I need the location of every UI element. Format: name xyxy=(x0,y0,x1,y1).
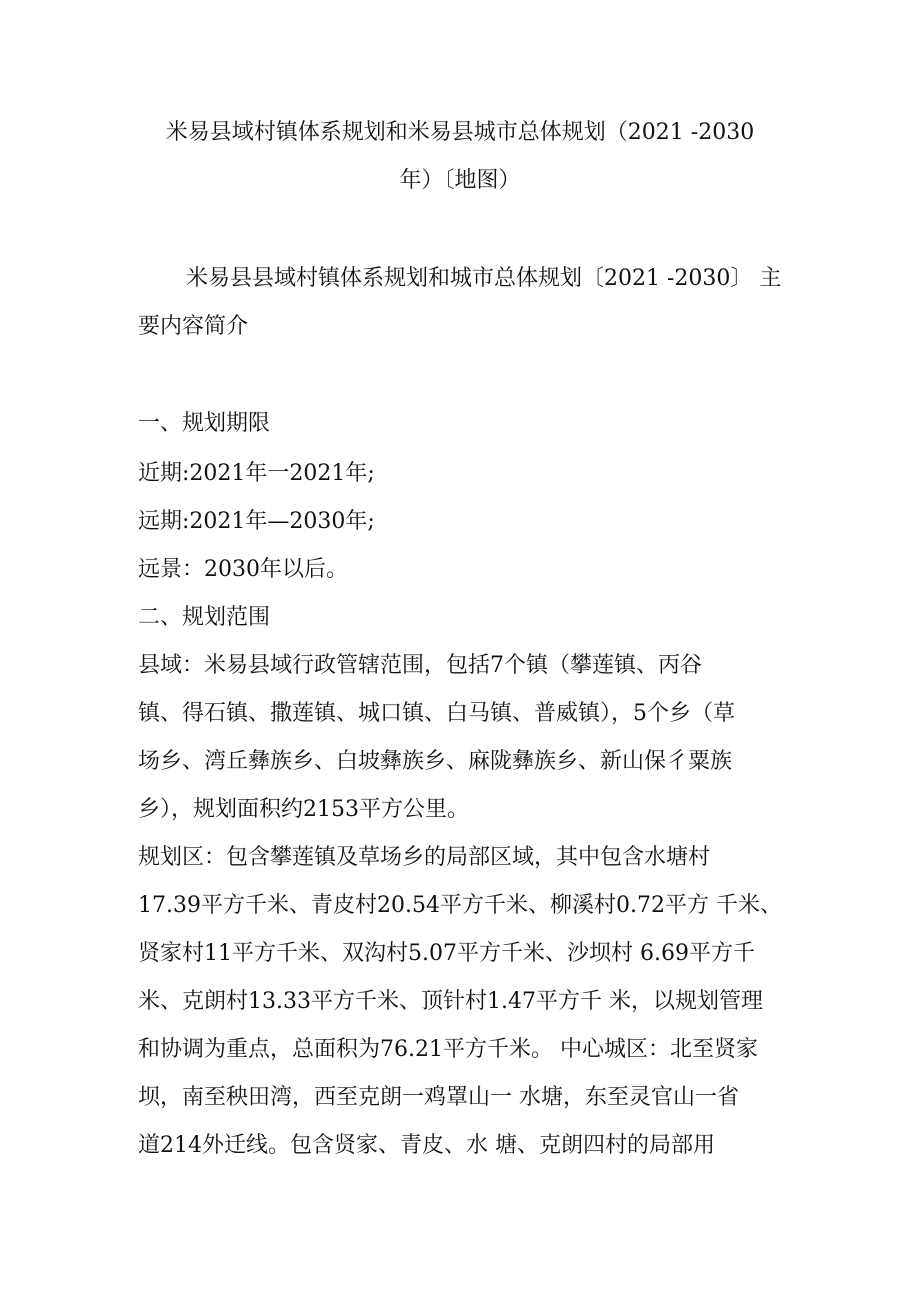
section2-line-10: 坝，南至秧田湾，西至克朗一鸡罩山一 水塘，东至灵官山一省 xyxy=(138,1085,739,1110)
section2-line-6: 17.39平方千米、青皮村20.54平方千米、柳溪村0.72平方 千米、 xyxy=(138,893,782,918)
section2-heading: 二、规划范围 xyxy=(138,605,271,630)
section1-item-vision: 远景：2030年以后。 xyxy=(138,557,348,582)
document-title-line-2: 年）〔地图） xyxy=(399,168,521,193)
intro-line-2: 要内容简介 xyxy=(138,314,249,339)
section2-line-3: 场乡、湾丘彝族乡、白坡彝族乡、麻陇彝族乡、新山保彳粟族 xyxy=(138,749,733,774)
section2-line-9: 和协调为重点，总面积为76.21平方千米。 中心城区：北至贤家 xyxy=(138,1037,758,1062)
section2-line-1: 县域：米易县域行政管辖范围，包括7个镇（攀莲镇、丙谷 xyxy=(138,653,702,678)
section2-line-2: 镇、得石镇、撒莲镇、城口镇、白马镇、普威镇），5个乡（草 xyxy=(138,701,735,726)
section2-line-4: 乡），规划面积约2153平方公里。 xyxy=(138,797,469,822)
section2-line-5: 规划区：包含攀莲镇及草场乡的局部区域，其中包含水塘村 xyxy=(138,845,711,870)
section1-item-long-term: 远期:2021年—2030年; xyxy=(138,509,375,534)
intro-line-1: 米易县县域村镇体系规划和城市总体规划〔2021 -2030〕 主 xyxy=(186,266,782,291)
section2-line-11: 道214外迁线。包含贤家、青皮、水 塘、克朗四村的局部用 xyxy=(138,1133,715,1158)
section1-item-near-term: 近期:2021年一2021年; xyxy=(138,461,375,486)
section2-line-7: 贤家村11平方千米、双沟村5.07平方千米、沙坝村 6.69平方千 xyxy=(138,941,755,966)
section1-heading: 一、规划期限 xyxy=(138,411,271,436)
document-title-line-1: 米易县域村镇体系规划和米易县城市总体规划（2021 -2030 xyxy=(165,120,755,145)
section2-line-8: 米、克朗村13.33平方千米、顶针村1.47平方千 米，以规划管理 xyxy=(138,989,763,1014)
